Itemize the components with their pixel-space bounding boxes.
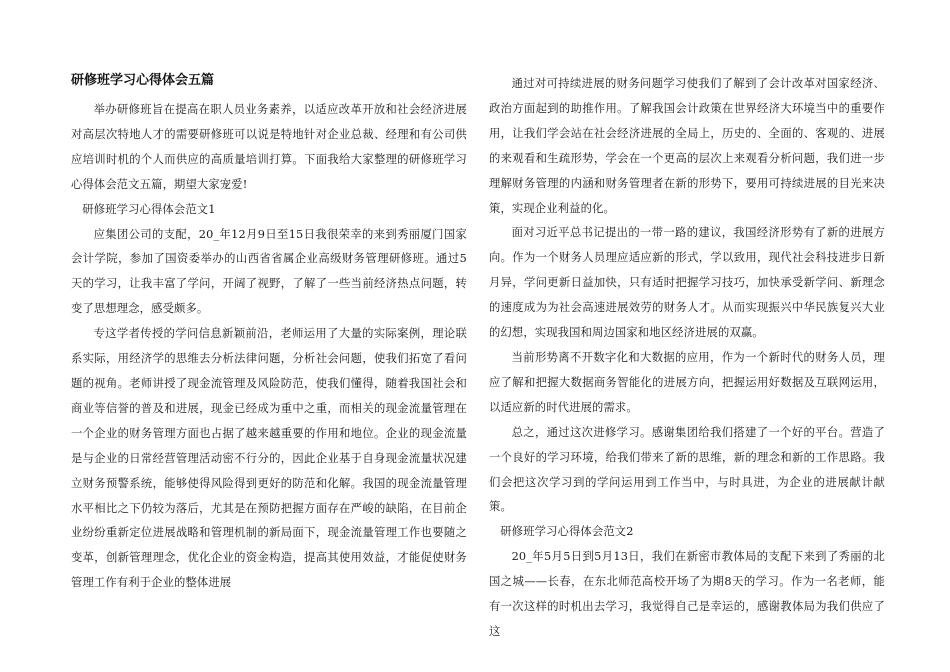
body-paragraph: 应集团公司的支配，20_年12月9日至15日我很荣幸的来到秀丽厦门国家会计学院，参加了国资委举办的山西省省属企业高级财务管理研修班。通过5天的学习，让我丰富了学问，开阔了视野，了解了一些当前经济热点问题，转变了思想理念，感受颇多。 <box>71 227 467 316</box>
body-paragraph: 当前形势离不开数字化和大数据的应用，作为一个新时代的财务人员，理应了解和把握大数据商务智能化的进展方向，把握运用好数据及互联网运用，以适应新的时代进展的需求。 <box>489 350 885 414</box>
intro-paragraph: 举办研修班旨在提高在职人员业务素养，以适应改革开放和社会经济进展对高层次特地人才的需要研修班可以说是特地针对企业总裁、经理和有公司供应培训时机的个人而供应的高质量培训打算。下面我给大家整理的研修班学习心得体会范文五篇，期望大家宠爱! <box>71 103 467 191</box>
body-paragraph: 20_年5月5日到5月13日，我们在新密市教体局的支配下来到了秀丽的北国之城——长春，在东北师范高校开场了为期8天的学习。作为一名老师，能有一次这样的时机出去学习，我觉得自己是幸运的，感谢教体局为我们供应了这 <box>489 550 885 638</box>
body-paragraph: 面对习近平总书记提出的一带一路的建议，我国经济形势有了新的进展方向。作为一个财务人员理应适应新的形式，学以致用，现代社会科技进步日新月异，学问更新日益加快，只有适时把握学习技巧，加快承受新学问、新理念的速度成为为社会高速进展效劳的财务人才。从而实现振兴中华民族复兴大业的幻想，实现我国和周边国家和地区经济进展的双赢。 <box>489 226 885 340</box>
right-column <box>489 72 885 645</box>
section-heading-2: 研修班学习心得体会范文2 <box>500 525 634 539</box>
left-column <box>71 72 467 596</box>
body-paragraph: 总之，通过这次进修学习。感谢集团给我们搭建了一个好的平台。营造了一个良好的学习环境，给我们带来了新的思维，新的理念和新的工作思路。我们会把这次学习到的学问运用到工作当中，与时具进，为企业的进展献计献策。 <box>489 425 885 514</box>
body-paragraph: 专这学者传授的学问信息新颖前沿，老师运用了大量的实际案例，理论联系实际，用经济学的思维去分析法律问题，分析社会问题，使我们拓宽了看问题的视角。老师讲授了现金流管理及风险防范，使我们懂得，随着我国社会和商业等信誉的普及和进展，现金已经成为重中之重，而相关的现金流量管理在一个企业的财务管理方面也占据了越来越重要的作用和地位。企业的现金流量是与企业的日常经营管理活动密不行分的，因此企业基于自身现金流量状况建立财务预警系统，能够使得风险得到更好的防范和化解。我国的现金流量管理水平相比之下仍较为落后，尤其是在预防把握方面存在严峻的缺陷，在目前企业纷纷重新定位进展战略和管理机制的新局面下，现金流量管理工作也要随之变革，创新管理理念，优化企业的资金构造，提高其使用效益，才能促使财务管理工作有利于企业的整体进展 <box>71 327 467 590</box>
section-heading-1: 研修班学习心得体会范文1 <box>82 202 216 216</box>
document-title: 研修班学习心得体会五篇 <box>71 73 215 88</box>
body-paragraph: 通过对可持续进展的财务问题学习使我们了解到了会计改革对国家经济、政治方面起到的助推作用。了解我国会计政策在世界经济大环境当中的重要作用，让我们学会站在社会经济进展的全局上，历史的、全面的、客观的、进展的来观看和生疏形势，学会在一个更高的层次上来观看分析问题，我们进一步理解财务管理的内涵和财务管理者在新的形势下，要用可持续进展的目光来决策，实现企业利益的化。 <box>489 77 885 215</box>
